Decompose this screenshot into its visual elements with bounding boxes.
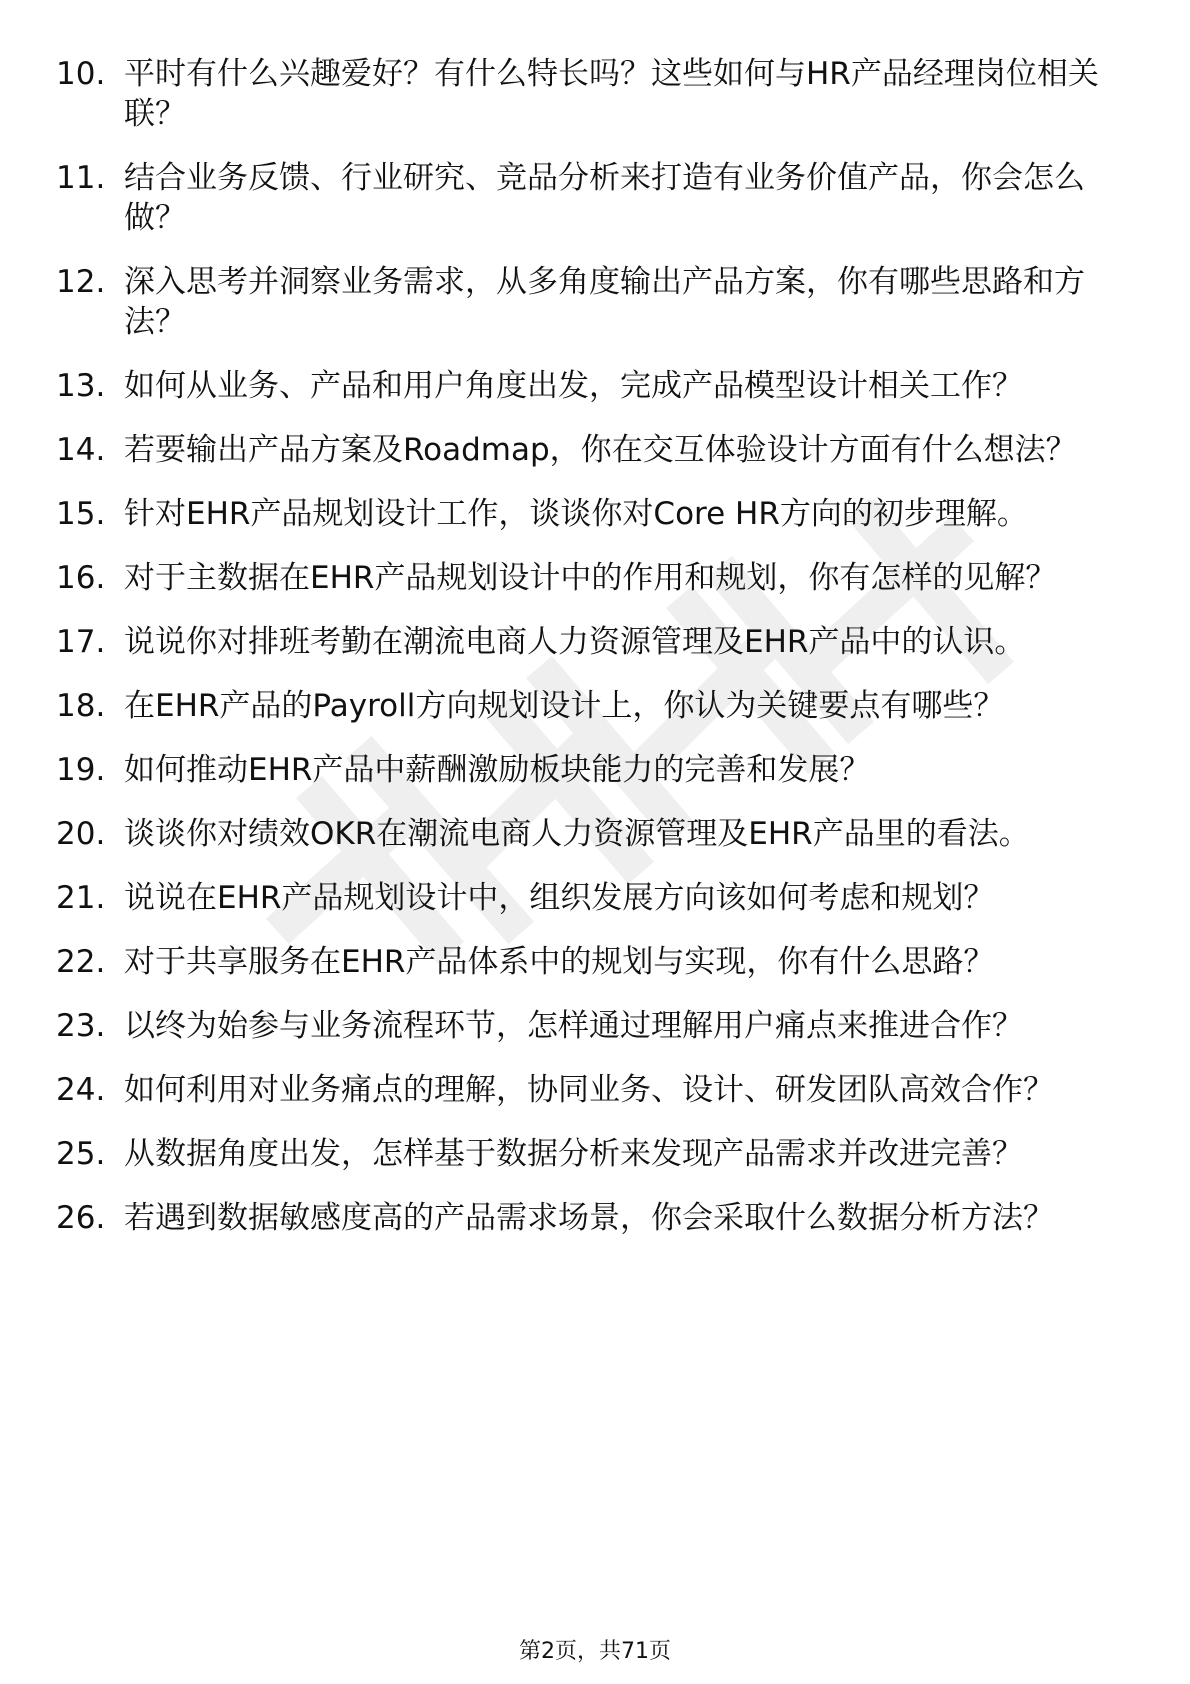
question-text: 以终为始参与业务流程环节，怎样通过理解用户痛点来推进合作？	[124, 1008, 1023, 1044]
question-item	[56, 1006, 1136, 1046]
question-item	[56, 558, 1136, 598]
page-number-label: 第2页，共71页	[519, 1639, 671, 1664]
question-text: 说说在EHR产品规划设计中，组织发展方向该如何考虑和规划？	[124, 880, 995, 916]
question-text: 对于主数据在EHR产品规划设计中的作用和规划，你有怎样的见解？	[124, 560, 1057, 596]
question-text: 平时有什么兴趣爱好？有什么特长吗？这些如何与HR产品经理岗位相关联？	[124, 56, 1099, 132]
question-number: 25.	[56, 1136, 106, 1172]
question-item	[56, 1070, 1136, 1110]
question-number: 17.	[56, 624, 106, 660]
question-number: 26.	[56, 1200, 106, 1236]
question-item	[56, 430, 1136, 470]
question-number: 14.	[56, 432, 106, 468]
question-number: 11.	[56, 160, 106, 196]
question-item	[56, 814, 1136, 854]
question-number: 21.	[56, 880, 106, 916]
question-text: 针对EHR产品规划设计工作，谈谈你对Core HR方向的初步理解。	[124, 496, 1028, 532]
question-item	[56, 262, 1136, 342]
page-footer	[0, 1638, 1190, 1666]
question-number: 12.	[56, 264, 106, 300]
question-text: 谈谈你对绩效OKR在潮流电商人力资源管理及EHR产品里的看法。	[124, 816, 1030, 852]
question-text: 对于共享服务在EHR产品体系中的规划与实现，你有什么思路？	[124, 944, 995, 980]
question-item	[56, 54, 1136, 134]
question-number: 16.	[56, 560, 106, 596]
question-number: 20.	[56, 816, 106, 852]
question-number: 24.	[56, 1072, 106, 1108]
question-number: 19.	[56, 752, 106, 788]
question-list	[56, 54, 1136, 1262]
question-number: 18.	[56, 688, 106, 724]
question-text: 深入思考并洞察业务需求，从多角度输出产品方案，你有哪些思路和方法？	[124, 264, 1085, 340]
question-item	[56, 750, 1136, 790]
question-item	[56, 622, 1136, 662]
question-item	[56, 158, 1136, 238]
question-number: 23.	[56, 1008, 106, 1044]
question-item	[56, 1134, 1136, 1174]
question-text: 说说你对排班考勤在潮流电商人力资源管理及EHR产品中的认识。	[124, 624, 1026, 660]
question-number: 22.	[56, 944, 106, 980]
question-number: 10.	[56, 56, 106, 92]
question-text: 如何推动EHR产品中薪酬激励板块能力的完善和发展？	[124, 752, 871, 788]
question-item	[56, 1198, 1136, 1238]
question-text: 如何从业务、产品和用户角度出发，完成产品模型设计相关工作？	[124, 368, 1023, 404]
question-text: 在EHR产品的Payroll方向规划设计上，你认为关键要点有哪些？	[124, 688, 1005, 724]
question-item	[56, 686, 1136, 726]
question-number: 15.	[56, 496, 106, 532]
question-item	[56, 494, 1136, 534]
question-text: 如何利用对业务痛点的理解，协同业务、设计、研发团队高效合作？	[124, 1072, 1054, 1108]
question-text: 结合业务反馈、行业研究、竞品分析来打造有业务价值产品，你会怎么做？	[124, 160, 1085, 236]
question-item	[56, 878, 1136, 918]
question-text: 从数据角度出发，怎样基于数据分析来发现产品需求并改进完善？	[124, 1136, 1023, 1172]
question-text: 若遇到数据敏感度高的产品需求场景，你会采取什么数据分析方法？	[124, 1200, 1054, 1236]
question-text: 若要输出产品方案及Roadmap，你在交互体验设计方面有什么想法？	[124, 432, 1077, 468]
question-item	[56, 366, 1136, 406]
question-number: 13.	[56, 368, 106, 404]
question-item	[56, 942, 1136, 982]
